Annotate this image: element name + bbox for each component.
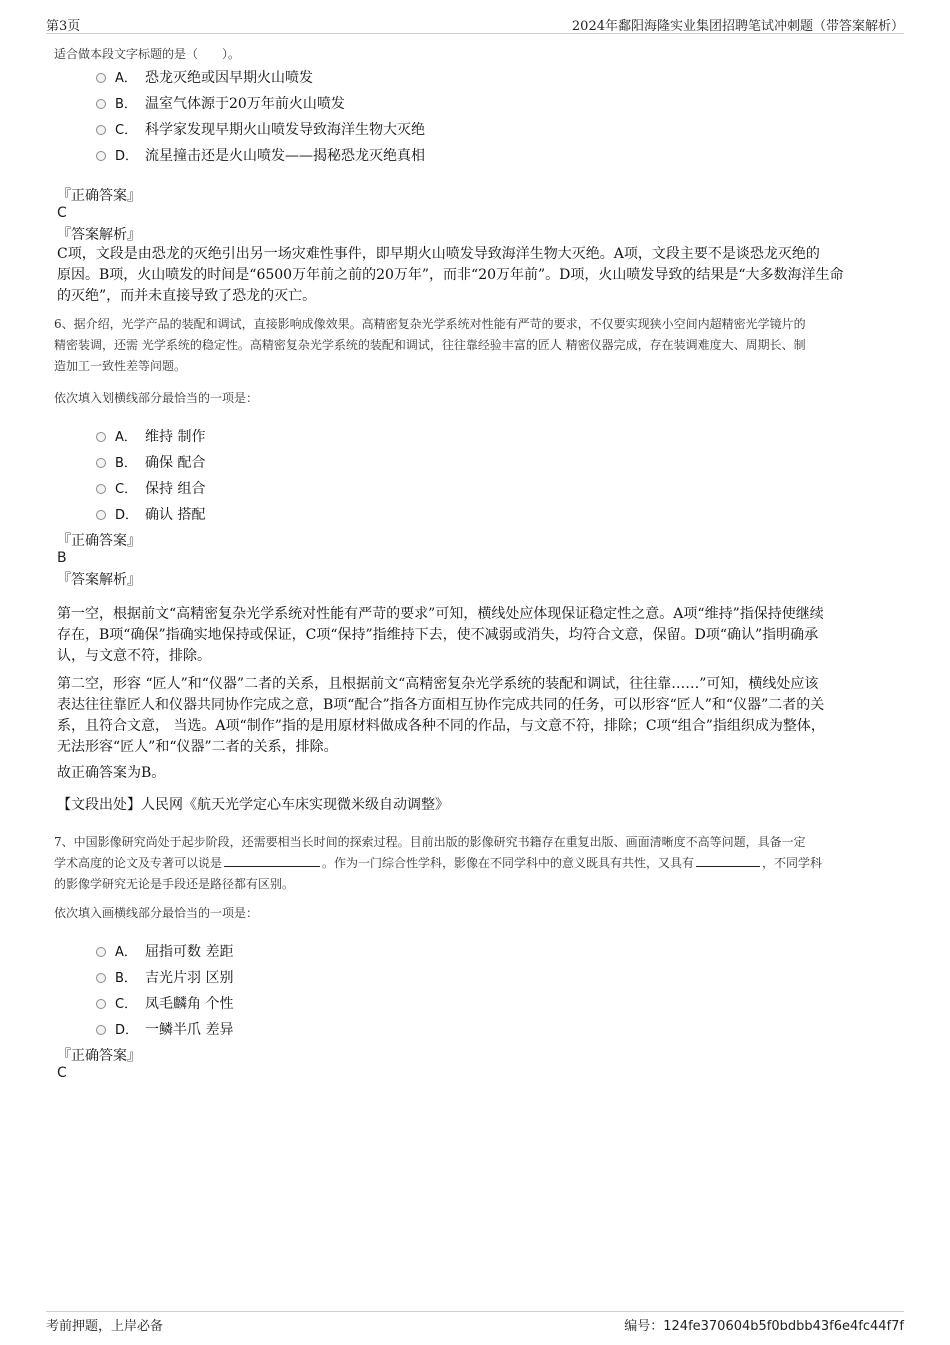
option-letter: C． bbox=[115, 482, 138, 497]
q6-analysis-para1 bbox=[57, 604, 907, 667]
radio-button[interactable] bbox=[96, 151, 106, 161]
text-segment: ，不同学科 bbox=[762, 856, 823, 870]
text-line bbox=[54, 853, 904, 874]
code-label: 编号： bbox=[624, 1319, 664, 1334]
text-segment: 。作为一门综合性学科，影像在不同学科中的意义既具有共性，又具有 bbox=[322, 856, 695, 870]
q5-answer-label: 『正确答案』 bbox=[57, 188, 141, 204]
radio-button[interactable] bbox=[96, 973, 106, 983]
text-line: 的影像学研究无论是手段还是路径都有区别。 bbox=[54, 877, 295, 891]
q6-conclusion: 故正确答案为B。 bbox=[57, 765, 166, 781]
option-text: 一鳞半爪 差异 bbox=[145, 1022, 234, 1038]
option-text: 屈指可数 差距 bbox=[145, 944, 234, 960]
q7-answer-label: 『正确答案』 bbox=[57, 1048, 141, 1064]
option-text: 确保 配合 bbox=[145, 455, 206, 471]
q7-prompt: 依次填入画横线部分最恰当的一项是： bbox=[54, 906, 259, 920]
radio-button[interactable] bbox=[96, 125, 106, 135]
q6-stem bbox=[54, 314, 904, 377]
text-line: 6、据介绍，光学产品的装配和调试，直接影响成像效果。高精密复杂光学系统对性能有严苛的要求，不仅要实现狭小空间内超精密光学镜片的 bbox=[54, 317, 806, 331]
q6-answer: B bbox=[57, 550, 67, 566]
option-letter: A． bbox=[115, 945, 137, 960]
fill-blank-2 bbox=[696, 854, 760, 867]
option-text: 凤毛麟角 个性 bbox=[145, 996, 234, 1012]
footer-slogan: 考前押题，上岸必备 bbox=[46, 1319, 164, 1334]
radio-button[interactable] bbox=[96, 947, 106, 957]
option-text: 科学家发现早期火山喷发导致海洋生物大灭绝 bbox=[145, 122, 425, 138]
option-text: 吉光片羽 区别 bbox=[145, 970, 234, 986]
text-line: 7、中国影像研究尚处于起步阶段，还需要相当长时间的探索过程。目前出版的影像研究书籍存在重复出版、画面清晰度不高等问题，具备一定 bbox=[54, 835, 806, 849]
footer-code bbox=[624, 1315, 904, 1334]
text-line: 表达往往靠匠人和仪器共同协作完成之意，B项“配合”指各方面相互协作完成共同的任务，可以形容“匠人”和“仪器”二者的关 bbox=[57, 697, 825, 713]
text-line: C项，文段是由恐龙的灭绝引出另一场灾难性事件，即早期火山喷发导致海洋生物大灭绝。A项，文段主要不是谈恐龙灭绝的 bbox=[57, 246, 820, 262]
page-footer bbox=[46, 1311, 904, 1334]
option-text: 恐龙灭绝或因早期火山喷发 bbox=[145, 70, 313, 86]
radio-button[interactable] bbox=[96, 1025, 106, 1035]
option-letter: C． bbox=[115, 997, 138, 1012]
text-line: 原因。B项，火山喷发的时间是“6500万年前之前的20万年”，而非“20万年前”。D项，火山喷发导致的结果是“大多数海洋生命 bbox=[57, 267, 844, 283]
radio-button[interactable] bbox=[96, 432, 106, 442]
q6-answer-label: 『正确答案』 bbox=[57, 533, 141, 549]
text-line: 无法形容“匠人”和“仪器”二者的关系，排除。 bbox=[57, 739, 338, 755]
fill-blank-1 bbox=[224, 854, 320, 867]
text-line: 精密装调，还需 光学系统的稳定性。高精密复杂光学系统的装配和调试，往往靠经验丰富的匠人 精密仪器完成，存在装调难度大、周期长、制 bbox=[54, 338, 806, 352]
page-number: 第3页 bbox=[46, 19, 81, 34]
q5-analysis-label: 『答案解析』 bbox=[57, 227, 141, 243]
page-header bbox=[46, 14, 904, 34]
text-line: 的灭绝”，而并未直接导致了恐龙的灭亡。 bbox=[57, 288, 317, 304]
text-line: 系，且符合文意， 当选。A项“制作”指的是用原材料做成各种不同的作品，与文意不符，排除；C项“组合”指组织成为整体， bbox=[57, 718, 825, 734]
radio-button[interactable] bbox=[96, 99, 106, 109]
option-text: 流星撞击还是火山喷发——揭秘恐龙灭绝真相 bbox=[145, 148, 425, 164]
q5-answer: C bbox=[57, 205, 67, 221]
code-value: 124fe370604b5f0bdbb43f6e4fc44f7f bbox=[663, 1319, 904, 1334]
option-text: 维持 制作 bbox=[145, 429, 206, 445]
text-line: 第二空，形容 “匠人”和“仪器”二者的关系，且根据前文“高精密复杂光学系统的装配和调试，往往靠……”可知，横线处应该 bbox=[57, 676, 819, 692]
option-letter: B． bbox=[115, 456, 137, 471]
text-line: 存在，B项“确保”指确实地保持或保证，C项“保持”指维持下去，使不减弱或消失，均符合文意，保留。D项“确认”指明确承 bbox=[57, 627, 819, 643]
document-title: 2024年鄱阳海隆实业集团招聘笔试冲刺题（带答案解析） bbox=[571, 19, 904, 34]
text-line: 造加工一致性差等问题。 bbox=[54, 359, 187, 373]
option-text: 温室气体源于20万年前火山喷发 bbox=[145, 96, 345, 112]
q7-answer: C bbox=[57, 1065, 67, 1081]
option-text: 确认 搭配 bbox=[145, 507, 206, 523]
text-line: 认，与文意不符，排除。 bbox=[57, 648, 211, 664]
option-letter: B． bbox=[115, 971, 137, 986]
q6-analysis-para2 bbox=[57, 674, 907, 758]
option-letter: B． bbox=[115, 97, 137, 112]
option-letter: D． bbox=[115, 1023, 139, 1038]
text-segment: 学术高度的论文及专著可以说是 bbox=[54, 856, 223, 870]
q5-stem: 适合做本段文字标题的是（ ）。 bbox=[54, 47, 241, 61]
option-letter: D． bbox=[115, 508, 139, 523]
q5-analysis bbox=[57, 244, 907, 307]
radio-button[interactable] bbox=[96, 510, 106, 520]
radio-button[interactable] bbox=[96, 999, 106, 1009]
radio-button[interactable] bbox=[96, 484, 106, 494]
radio-button[interactable] bbox=[96, 458, 106, 468]
q7-stem bbox=[54, 832, 904, 895]
q6-prompt: 依次填入划横线部分最恰当的一项是： bbox=[54, 391, 259, 405]
option-text: 保持 组合 bbox=[145, 481, 206, 497]
radio-button[interactable] bbox=[96, 73, 106, 83]
text-line: 第一空，根据前文“高精密复杂光学系统对性能有严苛的要求”可知，横线处应体现保证稳定性之意。A项“维持”指保持使继续 bbox=[57, 606, 824, 622]
q6-analysis-label: 『答案解析』 bbox=[57, 572, 141, 588]
option-letter: A． bbox=[115, 71, 137, 86]
option-letter: D． bbox=[115, 149, 139, 164]
option-letter: A． bbox=[115, 430, 137, 445]
q6-source: 【文段出处】人民网《航天光学定心车床实现微米级自动调整》 bbox=[57, 797, 449, 813]
option-letter: C． bbox=[115, 123, 138, 138]
